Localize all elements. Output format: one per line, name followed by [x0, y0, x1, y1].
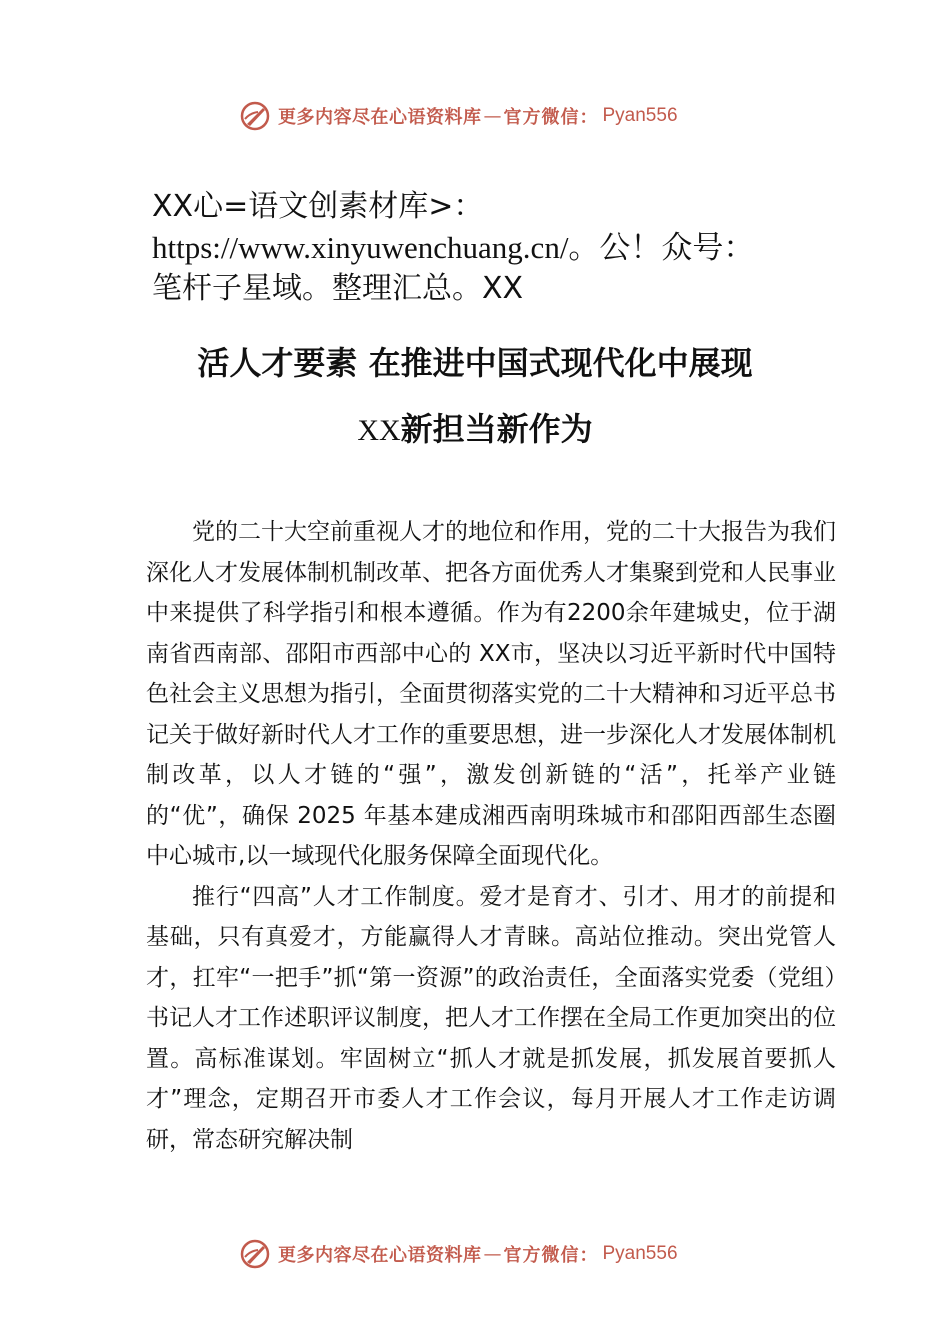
- source-note: [152, 186, 852, 309]
- banner-wechat-handle: Pyan556: [602, 105, 678, 126]
- banner-wechat-label: 官方微信：: [503, 107, 599, 128]
- document-title-line-2: [0, 404, 950, 450]
- body-paragraph-2: 推行“四高”人才工作制度。爱才是育才、引才、用才的前提和基础，只有真爱才，方能赢得人才青睐。高站位推动。突出党管人才，扛牢“一把手”抓“第一资源”的政治责任，全面落实党委（党组）书记人才工作述职评议制度，把人才工作摆在全局工作更加突出的位置。高标准谋划。牢固树立“抓人才就是抓发展，抓发展首要抓人才”理念，定期召开市委人才工作会议，每月开展人才工作走访调研，常态研究解决制: [146, 883, 836, 1153]
- footer-wechat-label: 官方微信：: [503, 1245, 599, 1266]
- banner-separator: —: [483, 105, 502, 127]
- source-note-line-2: https://www.xinyuwenchuang.cn/。公！众号：: [152, 230, 755, 265]
- source-note-line-3: 笔杆子星域。整理汇总。XX: [152, 271, 524, 306]
- title-line-2-text: 新担当新作为: [400, 410, 593, 448]
- body-paragraph-1: 党的二十大空前重视人才的地位和作用，党的二十大报告为我们深化人才发展体制机制改革、把各方面优秀人才集聚到党和人民事业中来提供了科学指引和根本遵循。作为有2200余年建城史，位于湖南省西南部、邵阳市西部中心的 XX市，坚决以习近平新时代中国特色社会主义思想为指引，全面贯彻落实党的二十大精神和习近平总书记关于做好新时代人才工作的重要思想，进一步深化人才发展体制机制改革，以人才链的“强”，激发创新链的“活”，托举产业链的“优”，确保 2025 年基本建成湘西南明珠城市和邵阳西部生态圈中心城市,以一域现代化服务保障全面现代化。: [146, 519, 836, 869]
- banner-brand-text: 更多内容尽在心语资料库: [278, 107, 482, 128]
- quill-pen-logo-icon: [238, 99, 272, 133]
- footer-banner: [238, 1234, 678, 1274]
- footer-wechat-handle: Pyan556: [602, 1243, 678, 1264]
- document-title-line-1: 活人才要素 在推进中国式现代化中展现: [197, 344, 753, 382]
- footer-separator: —: [483, 1243, 502, 1265]
- title-xx-prefix: XX: [357, 414, 401, 447]
- header-banner: [238, 96, 678, 136]
- source-note-line-1: XX心=语文创素材库>：: [152, 189, 484, 224]
- footer-brand-text: 更多内容尽在心语资料库: [278, 1245, 482, 1266]
- quill-pen-logo-icon: [238, 1237, 272, 1271]
- document-body: [146, 512, 836, 1160]
